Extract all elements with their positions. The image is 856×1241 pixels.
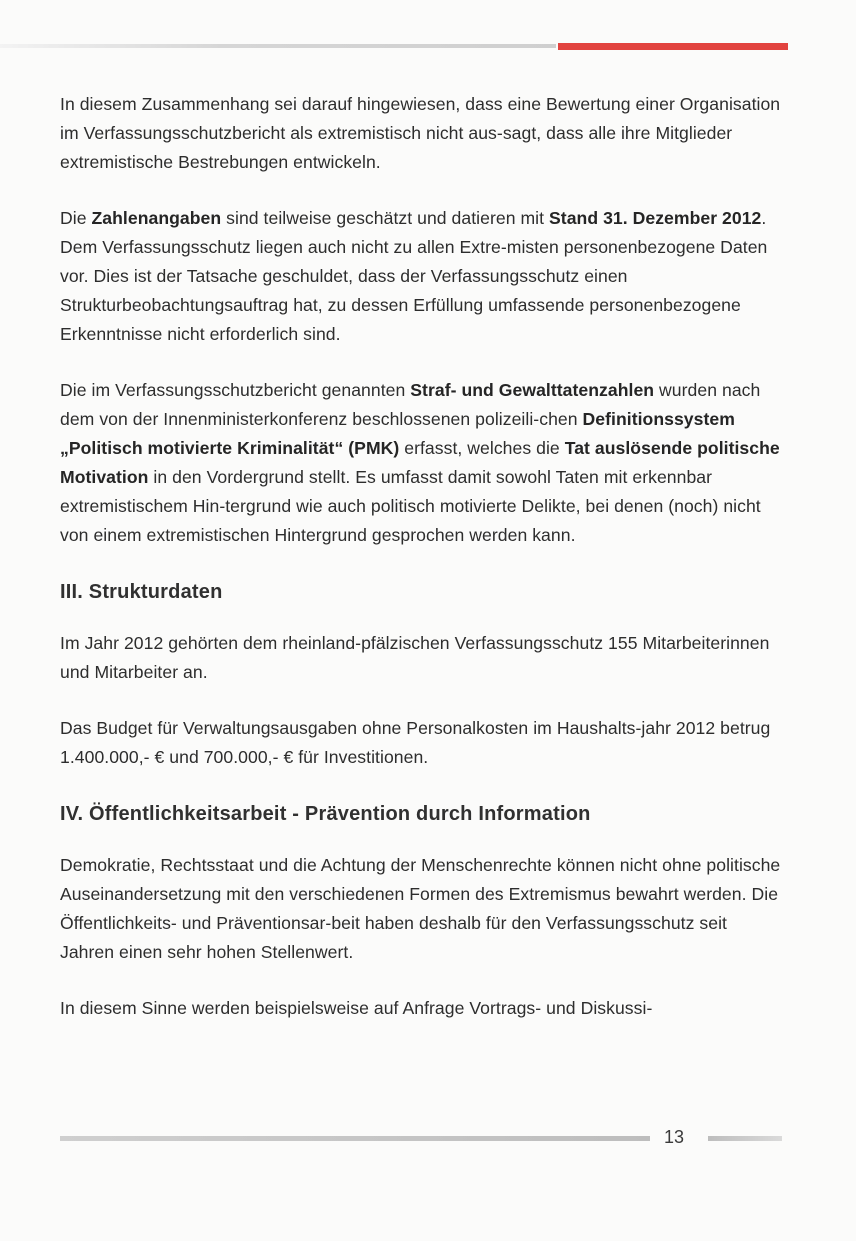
page-number: 13 <box>664 1127 685 1147</box>
paragraph-budget: Das Budget für Verwaltungsausgaben ohne Personalkosten im Haushalts-jahr 2012 betrug 1.400.000,- € und 700.000,- € für Investitionen. <box>60 718 771 767</box>
bold-term: Zahlenangaben <box>91 208 222 228</box>
bold-term: Tat auslösende politische Motivation <box>60 438 780 487</box>
header-rule <box>0 44 556 48</box>
section-heading-oeffentlichkeitsarbeit: IV. Öffentlichkeitsarbeit - Prävention durch Information <box>60 803 591 825</box>
text-segment: Die im Verfassungsschutzbericht genannten <box>60 380 411 400</box>
paragraph-demokratie: Demokratie, Rechtsstaat und die Achtung der Menschenrechte können nicht ohne politische Auseinandersetzung mit den verschiedenen Formen des Extremismus bewahrt werden. Die Öffentlichkeits- und Präventionsar-beit haben deshalb für den Verfassungsschutz seit Jahren einen sehr hohen Stellenwert. <box>60 855 781 962</box>
section-heading-strukturdaten: III. Strukturdaten <box>60 581 223 603</box>
text-segment: . Dem Verfassungsschutz liegen auch nicht zu allen Extre-misten personenbezogene Daten vor. Dies ist der Tatsache geschuldet, dass der Verfassungsschutz einen Strukturbeobachtungsauftrag hat, zu dessen Erfüllung umfassende personenbezogene Erkenntnisse nicht erforderlich sind. <box>60 208 768 344</box>
footer-rule-right <box>708 1136 782 1141</box>
text-segment: erfasst, welches die <box>399 438 565 458</box>
page-body <box>60 90 782 1050</box>
bold-term: Stand 31. Dezember 2012 <box>549 208 762 228</box>
paragraph-organisation-note: In diesem Zusammenhang sei darauf hingewiesen, dass eine Bewertung einer Organisation im Verfassungsschutzbericht als extremistisch nicht aus-sagt, dass alle ihre Mitglieder extremistische Bestrebungen entwickeln. <box>60 94 781 172</box>
paragraph-zahlenangaben <box>60 204 782 349</box>
text-segment: Die <box>60 208 92 228</box>
text-segment: wurden nach dem von der Innenministerkonferenz beschlossenen polizeili-chen <box>60 380 761 429</box>
paragraph-straftaten <box>60 376 782 550</box>
text-segment: sind teilweise geschätzt und datieren mit <box>221 208 550 228</box>
paragraph-vortraege: In diesem Sinne werden beispielsweise auf Anfrage Vortrags- und Diskussi- <box>60 998 653 1018</box>
header-accent-bar <box>558 43 788 50</box>
footer-rule-left <box>60 1136 650 1141</box>
bold-term: Definitionssystem „Politisch motivierte Kriminalität“ (PMK) <box>60 409 735 458</box>
paragraph-mitarbeiter: Im Jahr 2012 gehörten dem rheinland-pfälzischen Verfassungsschutz 155 Mitarbeiterinnen und Mitarbeiter an. <box>60 633 770 682</box>
text-segment: in den Vordergrund stellt. Es umfasst damit sowohl Taten mit erkennbar extremistischem Hin-tergrund wie auch politisch motivierte Delikte, bei denen (noch) nicht von einem extremistischen Hintergrund gesprochen werden kann. <box>60 467 761 545</box>
bold-term: Straf- und Gewalttatenzahlen <box>410 380 655 400</box>
